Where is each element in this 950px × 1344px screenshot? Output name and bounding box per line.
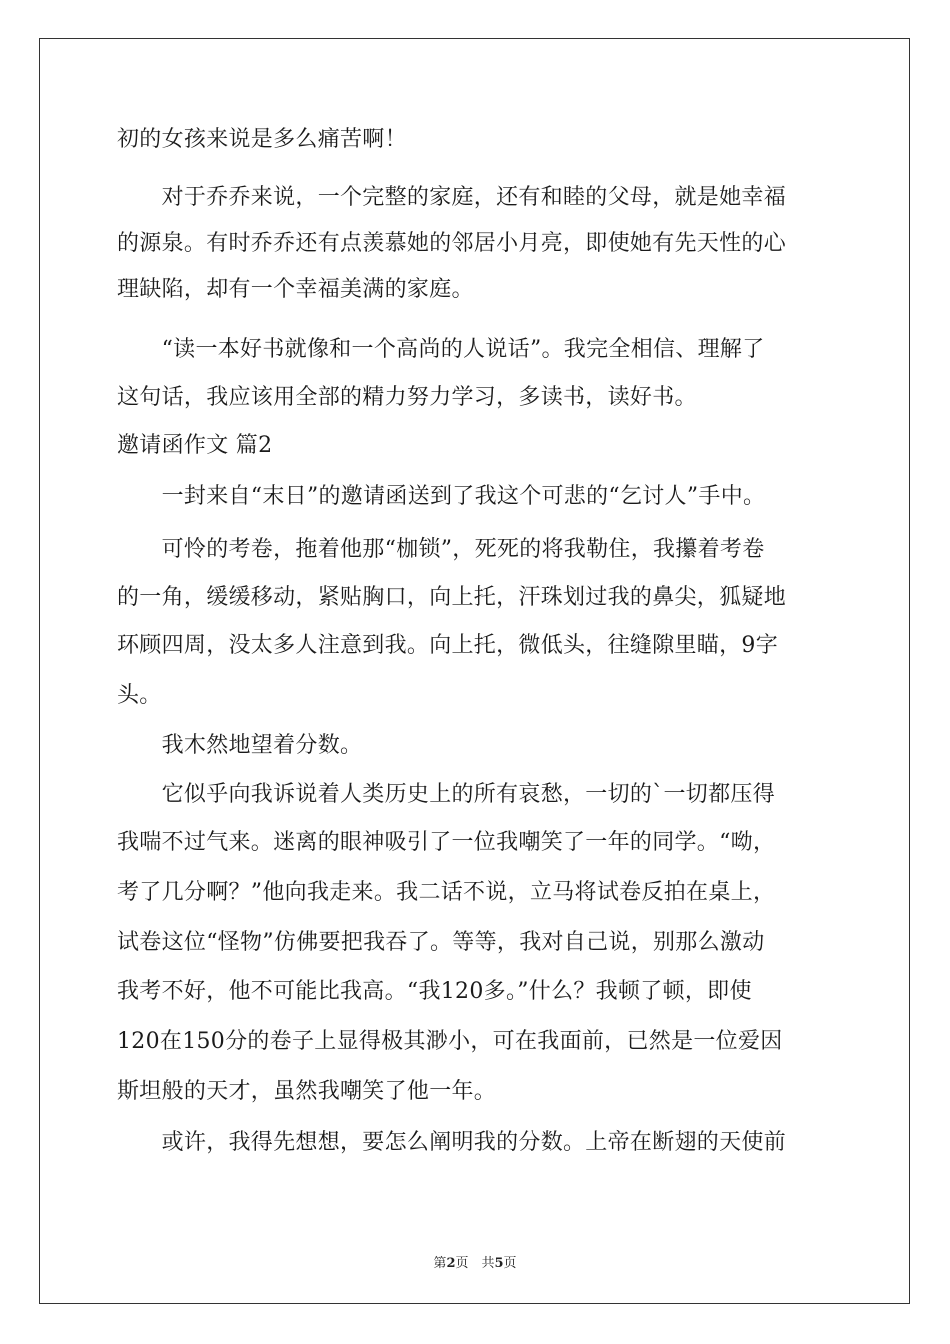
text-line: 120在150分的卷子上显得极其渺小，可在我面前，已然是一位爱因 bbox=[117, 1029, 783, 1054]
text-line: 初的女孩来说是多么痛苦啊！ bbox=[117, 127, 407, 152]
total-page-count: 5 bbox=[494, 1256, 504, 1271]
page-border bbox=[39, 38, 910, 1304]
text-line: 的源泉。有时乔乔还有点羡慕她的邻居小月亮，即使她有先天性的心 bbox=[117, 231, 787, 256]
text-line: 考了几分啊？”他向我走来。我二话不说，立马将试卷反拍在桌上， bbox=[117, 880, 776, 905]
text-line: 它似乎向我诉说着人类历史上的所有哀愁，一切的`一切都压得 bbox=[117, 782, 776, 807]
footer-suffix: 页 bbox=[503, 1256, 517, 1271]
text-line: 环顾四周，没太多人注意到我。向上托，微低头，往缝隙里瞄，9字 bbox=[117, 633, 778, 658]
text-line: 对于乔乔来说，一个完整的家庭，还有和睦的父母，就是她幸福 bbox=[117, 185, 787, 210]
text-line: 斯坦般的天才，虽然我嘲笑了他一年。 bbox=[117, 1079, 497, 1104]
section-heading: 邀请函作文 篇2 bbox=[117, 433, 273, 458]
footer-middle: 页 共 bbox=[455, 1256, 495, 1271]
footer-prefix: 第 bbox=[433, 1256, 447, 1271]
text-line: 我考不好，他不可能比我高。“我120多。”什么？我顿了顿，即使 bbox=[117, 979, 752, 1004]
text-line: “读一本好书就像和一个高尚的人说话”。我完全相信、理解了 bbox=[117, 337, 765, 362]
text-line: 或许，我得先想想，要怎么阐明我的分数。上帝在断翅的天使前 bbox=[117, 1130, 787, 1155]
text-line: 试卷这位“怪物”仿佛要把我吞了。等等，我对自己说，别那么激动 bbox=[117, 930, 765, 955]
text-line: 可怜的考卷，拖着他那“枷锁”，死死的将我勒住，我攥着考卷 bbox=[117, 537, 765, 562]
text-line: 的一角，缓缓移动，紧贴胸口，向上托，汗珠划过我的鼻尖，狐疑地 bbox=[117, 585, 787, 610]
text-line: 这句话，我应该用全部的精力努力学习，多读书，读好书。 bbox=[117, 385, 697, 410]
current-page-number: 2 bbox=[446, 1256, 456, 1271]
text-line: 我木然地望着分数。 bbox=[117, 733, 363, 758]
text-line: 理缺陷，却有一个幸福美满的家庭。 bbox=[117, 277, 474, 302]
text-line: 我喘不过气来。迷离的眼神吸引了一位我嘲笑了一年的同学。“呦， bbox=[117, 830, 776, 855]
text-line: 头。 bbox=[117, 683, 162, 708]
page-footer bbox=[0, 1252, 950, 1271]
text-line: 一封来自“末日”的邀请函送到了我这个可悲的“乞讨人”手中。 bbox=[117, 484, 766, 509]
